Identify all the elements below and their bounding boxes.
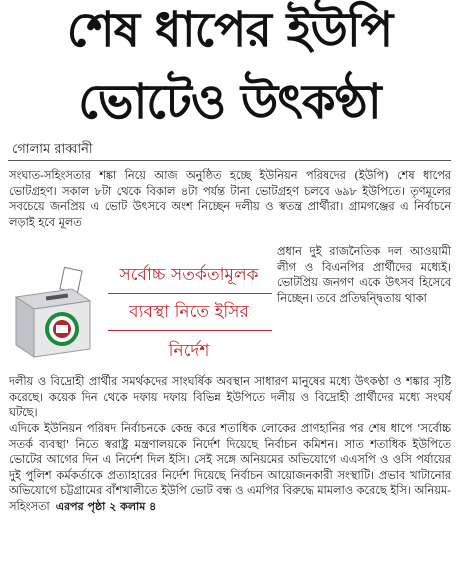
- pull-quote-box: [8, 255, 274, 370]
- pull-quote-divider: [108, 330, 272, 331]
- paragraph-side-column: প্রধান দুই রাজনৈতিক দল আওয়ামী লীগ ও বিএনপির প্রার্থীদের মধ্যেই। ভোটপ্রিয় জনগণ একে উৎসব হিসেবে নিচ্ছেন। তবে প্রতিদ্বন্দ্বিতায় থাকা: [277, 245, 451, 305]
- continuation-note[interactable]: এরপর পৃষ্ঠা ২ কলাম ৪: [55, 499, 157, 513]
- paragraph-conflict: দলীয় ও বিদ্রোহী প্রার্থীর সমর্থকদের সাংঘর্ষিক অবস্থান সাধারণ মানুষের মধ্যে উৎকণ্ঠা ও শঙ্কার সৃষ্টি করেছে। কয়েক দিন থেকে দফায় দফায় বিভিন্ন ইউপিতে দলীয় ও বিদ্রোহী প্রার্থীদের মধ্যে সংঘর্ষ ঘটছে।: [9, 375, 451, 420]
- ballot-box-icon: [12, 267, 94, 361]
- byline-divider: [8, 160, 451, 161]
- pull-quote-divider: [108, 293, 272, 294]
- pull-quote-line-2: ব্যবস্থা নিতে ইসির: [129, 302, 249, 322]
- election-commission-emblem-icon: [45, 312, 79, 346]
- pull-quote-line-3: নির্দেশ: [168, 341, 210, 361]
- pull-quote-line-1: সর্বোচ্চ সতর্কতামূলক: [119, 265, 259, 285]
- headline-line-1: শেষ ধাপের ইউপি: [66, 2, 393, 58]
- headline-line-2: ভোটেও উৎকণ্ঠা: [78, 74, 381, 130]
- paragraph-ec-directive-text: এদিকে ইউনিয়ন পরিষদ নির্বাচনকে কেন্দ্র করে শতাধিক লোকের প্রাণহানির পর শেষ ধাপে 'সর্বোচ্চ সতর্ক ব্যবস্থা' নিতে স্বরাষ্ট্র মন্ত্রণালয়কে নির্দেশ দিয়েছে নির্বাচন কমিশন। সাত শতাধিক ইউপিতে ভোটের আগের দিন এ নির্দেশ দিল ইসি। সেই সঙ্গে অনিয়মের অভিযোগে এএসপি ও ওসি পর্যায়ের দুই পুলিশ কর্মকর্তাকে প্রত্যাহারের নির্দেশ দিয়েছে নির্বাচন আয়োজনকারী সংস্থাটি। প্রভাব খাটানোর অভিযোগে চট্টগ্রামের বাঁশখালীতে ইউপি ভোট বন্ধ ও এমপির বিরুদ্ধে মামলাও করেছে ইসি। অনিয়ম-সহিংসতা: [9, 422, 451, 513]
- byline: গোলাম রাব্বানী: [12, 142, 93, 157]
- paragraph-intro: সংঘাত-সহিংসতার শঙ্কা নিয়ে আজ অনুষ্ঠিত হচ্ছে ইউনিয়ন পরিষদের (ইউপি) শেষ ধাপের ভোটগ্রহণ। সকাল ৮টা থেকে বিকাল ৪টা পর্যন্ত টানা ভোটগ্রহণ চলবে ৬৯৮ ইউপিতে। তৃণমূলের সবচেয়ে জনপ্রিয় এ ভোট উৎসবে অংশ নিচ্ছেন দলীয় ও স্বতন্ত্র প্রার্থীরা। গ্রামগঞ্জের এ নির্বাচনে লড়াই হবে মূলত: [9, 169, 451, 229]
- paragraph-ec-directive: [9, 421, 451, 515]
